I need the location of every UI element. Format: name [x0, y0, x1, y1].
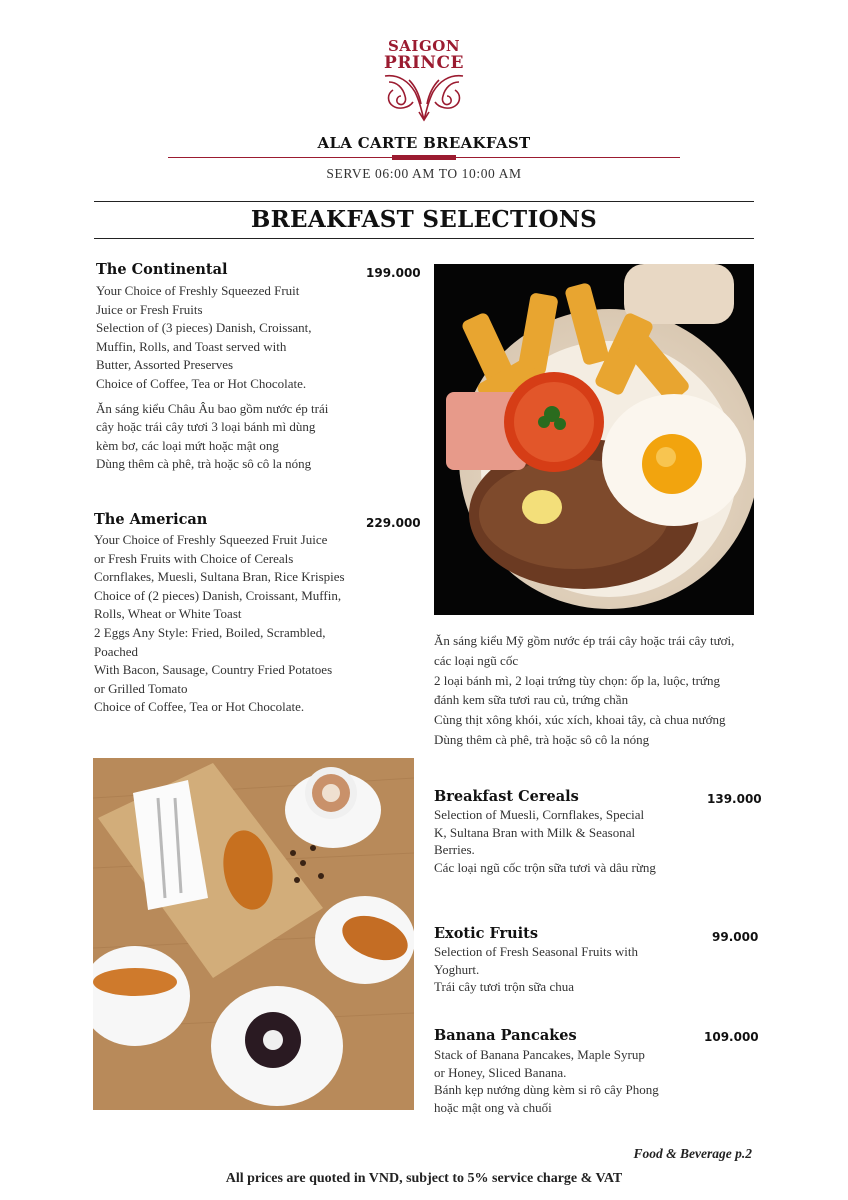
- item-name-cereals: Breakfast Cereals: [434, 788, 579, 805]
- serve-hours: SERVE 06:00 AM TO 10:00 AM: [326, 166, 522, 181]
- desc-line: Choice of Coffee, Tea or Hot Chocolate.: [96, 375, 307, 391]
- desc-line: Selection of Muesli, Cornflakes, Special: [434, 807, 645, 822]
- crest-emblem-icon: [379, 72, 469, 124]
- item-price-fruits: 99.000: [712, 930, 759, 944]
- menu-subtitle: ALA CARTE BREAKFAST: [317, 134, 531, 152]
- desc-line-vi: Cùng thịt xông khói, xúc xích, khoai tây, cà chua nướng: [434, 712, 726, 728]
- desc-line: Butter, Assorted Preserves: [96, 357, 234, 373]
- item-desc-pancakes: [434, 1046, 659, 1116]
- desc-line-vi: đánh kem sữa tươi rau củ, trứng chần: [434, 692, 629, 708]
- item-desc-continental: [96, 282, 328, 474]
- desc-line-vi: Bánh kẹp nướng dùng kèm si rô cây Phong: [434, 1082, 659, 1097]
- desc-line: K, Sultana Bran with Milk & Seasonal: [434, 824, 636, 840]
- desc-line: Choice of (2 pieces) Danish, Croissant, Muffin,: [94, 587, 342, 603]
- item-price-cereals: 139.000: [707, 792, 762, 806]
- photo-american-breakfast: [434, 264, 754, 615]
- desc-line: 2 Eggs Any Style: Fried, Boiled, Scrambled,: [94, 624, 326, 640]
- desc-line: Poached: [94, 643, 139, 659]
- item-desc-american-vi: [434, 631, 734, 750]
- item-name-continental: The Continental: [96, 261, 228, 278]
- price-disclaimer: All prices are quoted in VND, subject to 5% service charge & VAT: [225, 1171, 623, 1186]
- desc-line: Your Choice of Freshly Squeezed Fruit: [96, 283, 300, 298]
- item-price-american: 229.000: [366, 516, 421, 530]
- desc-line: or Grilled Tomato: [94, 680, 188, 696]
- desc-line-vi: cây hoặc trái cây tươi 3 loại bánh mì dùng: [96, 419, 316, 435]
- american-breakfast-image: [434, 264, 754, 615]
- desc-line-vi: kèm bơ, các loại mứt hoặc mật ong: [96, 437, 279, 453]
- desc-line-vi: Ăn sáng kiểu Châu Âu bao gồm nước ép trái: [96, 400, 329, 416]
- brand-name-line1: SAIGON: [387, 37, 461, 55]
- desc-line-vi: Ăn sáng kiểu Mỹ gồm nước ép trái cây hoặc trái cây tươi,: [434, 633, 735, 648]
- desc-line: or Fresh Fruits with Choice of Cereals: [94, 550, 294, 566]
- desc-line-vi: Trái cây tươi trộn sữa chua: [434, 979, 574, 994]
- desc-line: Juice or Fresh Fruits: [96, 301, 203, 317]
- desc-line-vi: các loại ngũ cốc: [434, 652, 519, 668]
- desc-line-vi: Dùng thêm cà phê, trà hoặc sô cô la nóng: [96, 456, 312, 472]
- desc-line: Rolls, Wheat or White Toast: [94, 606, 242, 622]
- desc-line: Berries.: [434, 842, 475, 857]
- item-name-fruits: Exotic Fruits: [434, 925, 539, 942]
- item-desc-fruits: [434, 943, 638, 996]
- brand-logo: [376, 38, 472, 124]
- section-title: BREAKFAST SELECTIONS: [250, 206, 598, 233]
- item-price-pancakes: 109.000: [704, 1030, 759, 1044]
- item-desc-cereals: [434, 806, 656, 876]
- item-name-american: The American: [94, 511, 208, 528]
- desc-line-vi: Dùng thêm cà phê, trà hoặc sô cô la nóng: [434, 731, 650, 747]
- desc-line: Stack of Banana Pancakes, Maple Syrup: [434, 1047, 645, 1062]
- photo-pastries-coffee: [93, 758, 414, 1110]
- desc-line: Cornflakes, Muesli, Sultana Bran, Rice Krispies: [94, 569, 345, 585]
- desc-line: Selection of Fresh Seasonal Fruits with: [434, 944, 639, 959]
- desc-line: or Honey, Sliced Banana.: [434, 1064, 567, 1080]
- subtitle-divider-accent: [392, 155, 456, 160]
- desc-line: Selection of (3 pieces) Danish, Croissant,: [96, 320, 312, 336]
- page-footer-label: Food & Beverage p.2: [633, 1146, 752, 1161]
- desc-line-vi: Các loại ngũ cốc trộn sữa tươi và dâu rừng: [434, 859, 656, 875]
- brand-name-line2: PRINCE: [384, 53, 464, 73]
- item-price-continental: 199.000: [366, 266, 421, 280]
- desc-line: Yoghurt.: [434, 961, 480, 977]
- desc-line: Muffin, Rolls, and Toast served with: [96, 338, 287, 354]
- desc-line: With Bacon, Sausage, Country Fried Potatoes: [94, 662, 333, 678]
- desc-line-vi: hoặc mật ong và chuối: [434, 1099, 552, 1115]
- section-rule-bottom: [94, 238, 754, 239]
- desc-line: Your Choice of Freshly Squeezed Fruit Juice: [94, 532, 328, 547]
- pastries-coffee-image: [93, 758, 414, 1110]
- item-desc-american: [94, 531, 345, 717]
- item-name-pancakes: Banana Pancakes: [434, 1027, 577, 1044]
- desc-line-vi: 2 loại bánh mì, 2 loại trứng tùy chọn: ốp la, luộc, trứng: [434, 672, 720, 688]
- section-rule-top: [94, 201, 754, 202]
- desc-line: Choice of Coffee, Tea or Hot Chocolate.: [94, 699, 305, 715]
